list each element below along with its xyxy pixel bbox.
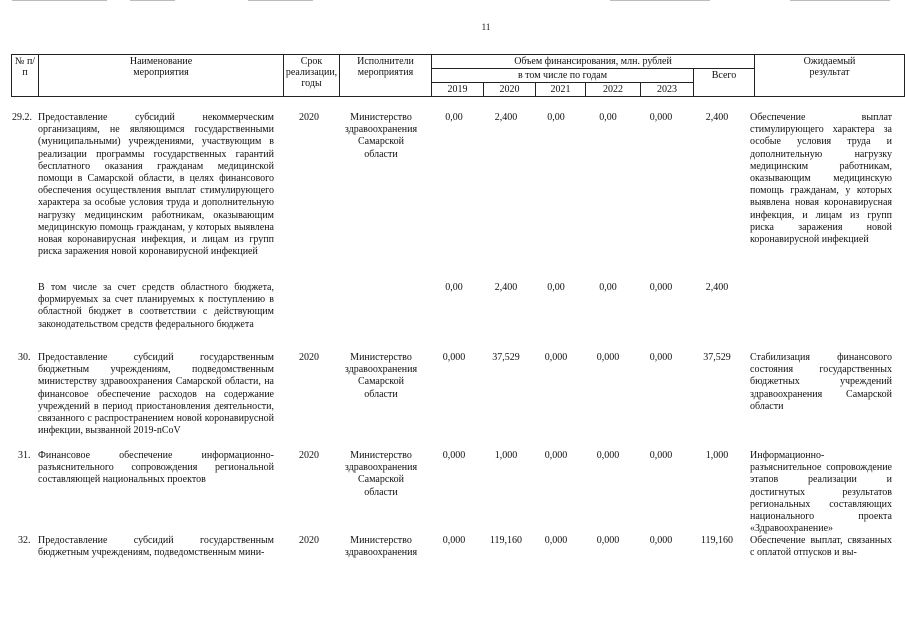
row-total: 2,400	[705, 112, 729, 123]
row-value-2020: 1,000	[494, 450, 518, 461]
row-term: 2020	[299, 450, 319, 461]
row-description: Финансовое обеспечение информационно-разъяснительного сопровождения региональной составляющей национальных проектов	[38, 450, 274, 486]
row-value-2022: 0,00	[599, 282, 617, 293]
header-term: Срок реализации, годы	[284, 55, 340, 97]
row-total: 37,529	[703, 352, 731, 363]
row-total: 1,000	[705, 450, 729, 461]
row-value-2023: 0,000	[649, 450, 673, 461]
header-name: Наименование мероприятия	[39, 55, 284, 97]
row-executor: Министерство здравоохранения Самарской области	[344, 352, 418, 400]
scan-edge-line	[790, 0, 890, 1]
header-year: 2023	[641, 83, 694, 97]
row-number: 31.	[18, 450, 31, 461]
header-year: 2022	[586, 83, 641, 97]
row-value-2020: 37,529	[492, 352, 520, 363]
row-value-2023: 0,000	[649, 535, 673, 546]
row-value-2022: 0,00	[599, 112, 617, 123]
scan-edge-line	[130, 0, 175, 1]
row-value-2022: 0,000	[596, 352, 620, 363]
row-executor: Министерство здравоохранения Самарской области	[344, 450, 418, 498]
row-total: 2,400	[705, 282, 729, 293]
row-value-2021: 0,000	[544, 535, 568, 546]
row-value-2021: 0,000	[544, 352, 568, 363]
row-value-2021: 0,00	[547, 112, 565, 123]
header-num: № п/п	[12, 55, 39, 97]
row-value-2019: 0,000	[442, 535, 466, 546]
header-executors: Исполнители мероприятия	[340, 55, 432, 97]
row-result: Обеспечение выплат стимулирующего характера за особые условия труда и дополнительную нагрузку медицинским работникам, оказывающим медицинскую помощь гражданам, у которых выявлена новая коронавирусная инфекция, и лицам из групп риска заражения новой коронавирусной инфекцией	[750, 112, 892, 246]
row-description: В том числе за счет средств областного бюджета, формируемых за счет планируемых к поступлению в областной бюджет в соответствии с действующим законодательством средств федерального бюджета	[38, 282, 274, 330]
page-number: 11	[481, 22, 491, 32]
row-value-2021: 0,000	[544, 450, 568, 461]
row-value-2023: 0,000	[649, 112, 673, 123]
row-value-2021: 0,00	[547, 282, 565, 293]
row-value-2022: 0,000	[596, 535, 620, 546]
row-description: Предоставление субсидий государственным бюджетным учреждениям, подведомственным министерству здравоохранения Самарской области, на финансовое обеспечение расходов на содержание учреждений в период приостановления деятельности, связанного с распространением новой коронавирусной инфекции, вызванной 2019-nCoV	[38, 352, 274, 437]
header-year: 2021	[536, 83, 586, 97]
row-number: 32.	[18, 535, 31, 546]
row-result: Стабилизация финансового состояния государственных бюджетных учреждений здравоохранения Самарской области	[750, 352, 892, 412]
table-header	[11, 54, 905, 97]
row-number: 30.	[18, 352, 31, 363]
row-value-2020: 2,400	[494, 112, 518, 123]
row-executor: Министерство здравоохранения Самарской области	[344, 112, 418, 160]
row-executor: Министерство здравоохранения	[344, 535, 418, 559]
scan-edge-line	[248, 0, 313, 1]
row-value-2022: 0,000	[596, 450, 620, 461]
row-value-2019: 0,000	[442, 352, 466, 363]
row-value-2019: 0,00	[445, 282, 463, 293]
row-value-2023: 0,000	[649, 282, 673, 293]
header-year: 2019	[432, 83, 484, 97]
row-result: Обеспечение выплат, связанных с оплатой отпусков и вы-	[750, 535, 892, 559]
row-value-2019: 0,000	[442, 450, 466, 461]
row-value-2020: 2,400	[494, 282, 518, 293]
scan-edge-line	[12, 0, 107, 1]
row-number: 29.2.	[12, 112, 32, 123]
header-result: Ожидаемый результат	[755, 55, 905, 97]
header-total: Всего	[694, 69, 755, 97]
header-by-years: в том числе по годам	[432, 69, 694, 83]
scan-edge-line	[610, 0, 710, 1]
row-value-2023: 0,000	[649, 352, 673, 363]
row-description: Предоставление субсидий некоммерческим организациям, не являющимся государственными (муниципальными) учреждениями, участвующим в реализации программы государственных гарантий бесплатного оказания гражданам медицинской помощи в Самарской области, в целях финансового обеспечения осуществления выплат стимулирующего характера за особые условия труда и дополнительную нагрузку медицинским работникам, оказывающим медицинскую помощь гражданам, у которых выявлена новая коронавирусная инфекция, и лицам из групп риска заражения новой коронавирусной инфекцией	[38, 112, 274, 258]
row-total: 119,160	[700, 535, 734, 546]
row-term: 2020	[299, 352, 319, 363]
row-value-2020: 119,160	[489, 535, 523, 546]
header-year: 2020	[484, 83, 536, 97]
row-description: Предоставление субсидий государственным бюджетным учреждениям, подведомственным мини-	[38, 535, 274, 559]
row-value-2019: 0,00	[445, 112, 463, 123]
row-term: 2020	[299, 535, 319, 546]
header-funding: Объем финансирования, млн. рублей	[432, 55, 755, 69]
row-result: Информационно-разъяснительное сопровождение этапов реализации и достигнутых результатов региональных составляющих национального проекта «Здравоохранение»	[750, 450, 892, 535]
row-term: 2020	[299, 112, 319, 123]
